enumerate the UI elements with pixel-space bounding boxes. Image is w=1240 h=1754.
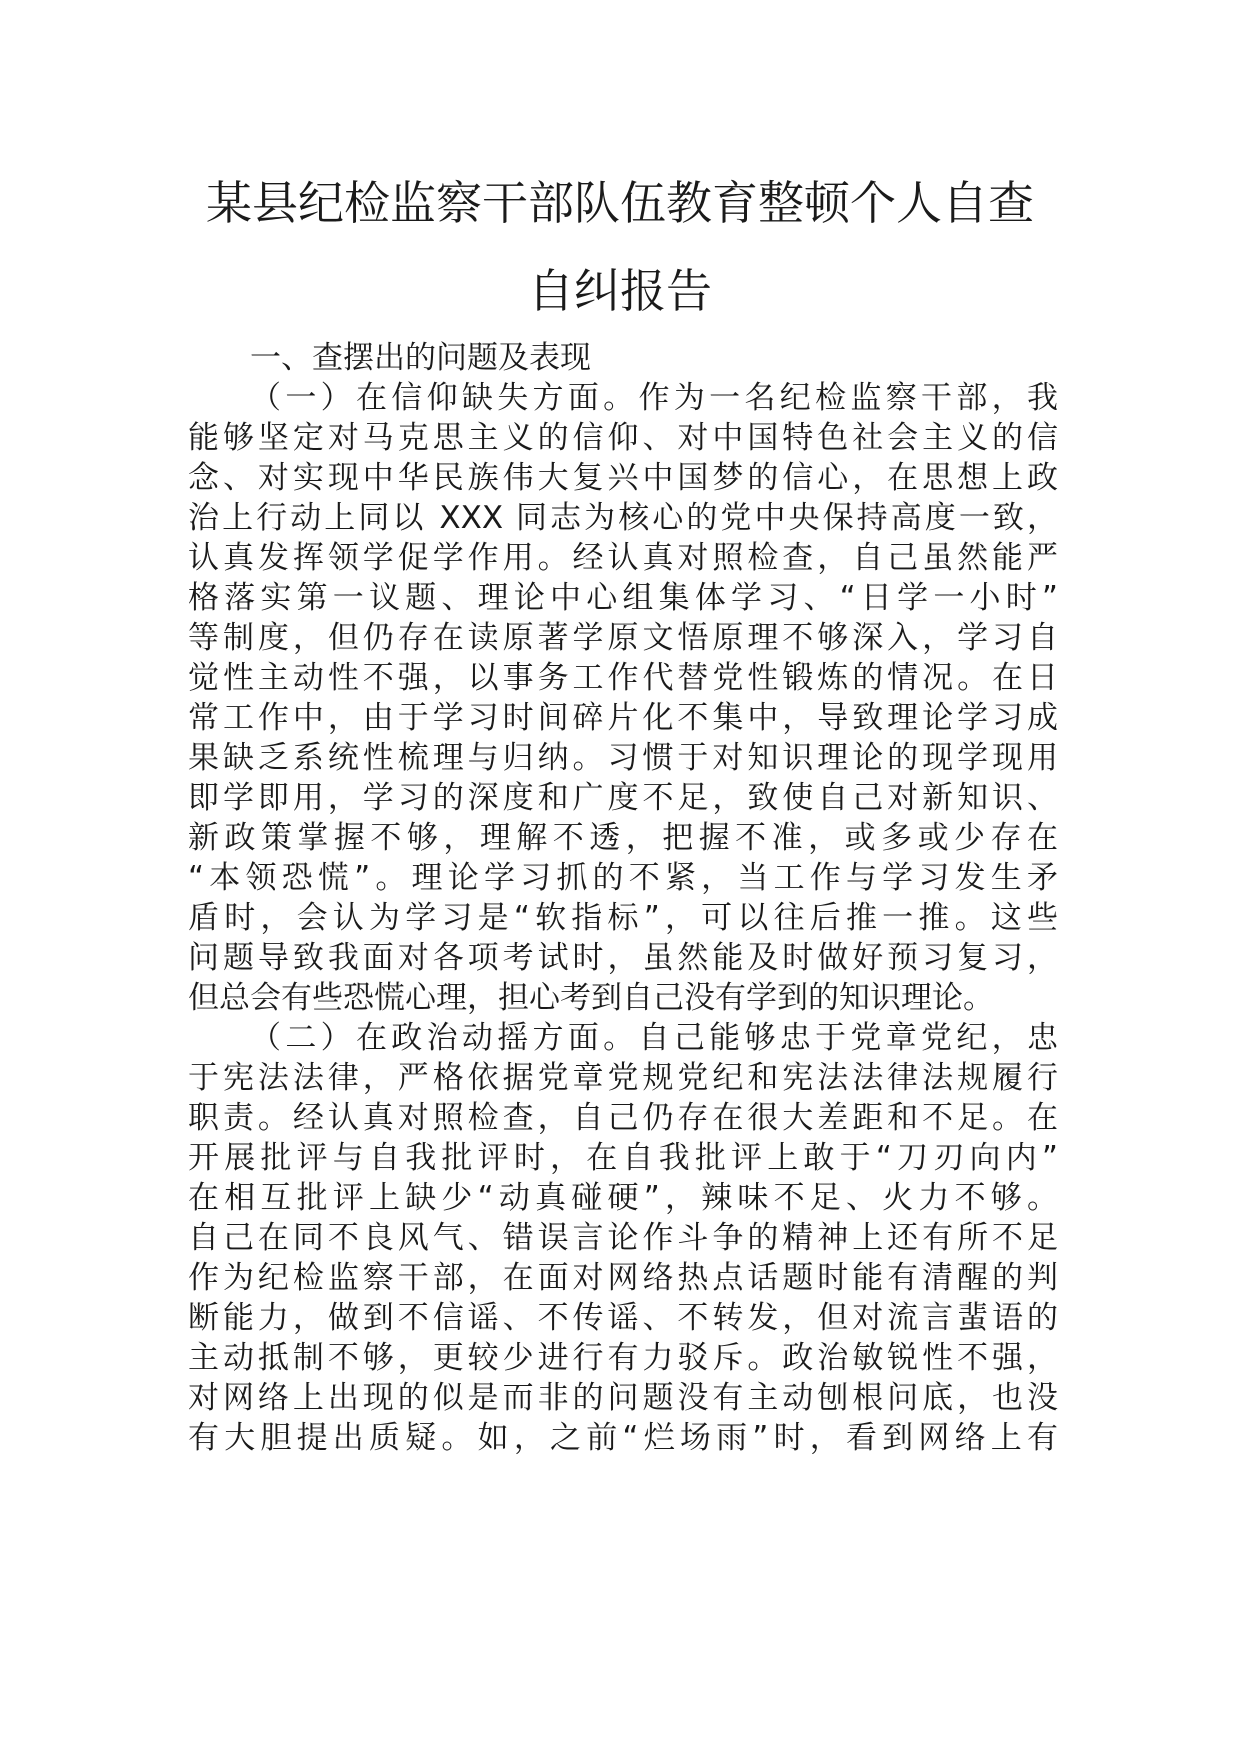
text-line: “本领恐慌”。理论学习抓的不紧，当工作与学习发生矛	[188, 860, 1058, 896]
text-line: 作为纪检监察干部，在面对网络热点话题时能有清醒的判	[188, 1260, 1058, 1296]
text-line: 于宪法法律，严格依据党章党规党纪和宪法法律法规履行	[188, 1060, 1058, 1096]
text-line: 问题导致我面对各项考试时，虽然能及时做好预习复习，	[188, 940, 1058, 976]
text-line: 断能力，做到不信谣、不传谣、不转发，但对流言蜚语的	[188, 1300, 1058, 1336]
text-line: 认真发挥领学促学作用。经认真对照检查，自己虽然能严	[188, 540, 1058, 576]
text-line: 等制度，但仍存在读原著学原文悟原理不够深入，学习自	[188, 620, 1058, 656]
text-line: （二）在政治动摇方面。自己能够忠于党章党纪，忠	[250, 1020, 1058, 1056]
text-line: （一）在信仰缺失方面。作为一名纪检监察干部，我	[250, 380, 1058, 416]
text-line: 觉性主动性不强，以事务工作代替党性锻炼的情况。在日	[188, 660, 1058, 696]
document-title-line-2: 自纠报告	[528, 264, 712, 318]
text-line: 念、对实现中华民族伟大复兴中国梦的信心，在思想上政	[188, 460, 1058, 496]
document-body	[188, 338, 1058, 1458]
text-line: 自己在同不良风气、错误言论作斗争的精神上还有所不足	[188, 1220, 1058, 1256]
text-line: 盾时，会认为学习是“软指标”，可以往后推一推。这些	[188, 900, 1058, 936]
text-line: 果缺乏系统性梳理与归纳。习惯于对知识理论的现学现用	[188, 740, 1058, 776]
text-line: 常工作中，由于学习时间碎片化不集中，导致理论学习成	[188, 700, 1058, 736]
text-line: 格落实第一议题、理论中心组集体学习、“日学一小时”	[188, 580, 1058, 616]
text-line: 新政策掌握不够，理解不透，把握不准，或多或少存在	[188, 820, 1058, 856]
text-line: 在相互批评上缺少“动真碰硬”，辣味不足、火力不够。	[188, 1180, 1058, 1216]
text-line: 但总会有些恐慌心理，担心考到自己没有学到的知识理论。	[188, 980, 994, 1016]
text-line: 主动抵制不够，更较少进行有力驳斥。政治敏锐性不强，	[188, 1340, 1058, 1376]
text-line: 对网络上出现的似是而非的问题没有主动刨根问底，也没	[188, 1380, 1058, 1416]
text-line: 开展批评与自我批评时，在自我批评上敢于“刀刃向内”	[188, 1140, 1058, 1176]
text-line: 一、查摆出的问题及表现	[250, 340, 591, 376]
text-line: 即学即用，学习的深度和广度不足，致使自己对新知识、	[188, 780, 1058, 816]
text-line: 能够坚定对马克思主义的信仰、对中国特色社会主义的信	[188, 420, 1058, 456]
document-title-line-1: 某县纪检监察干部队伍教育整顿个人自查	[206, 176, 1034, 230]
text-line: 有大胆提出质疑。如，之前“烂场雨”时，看到网络上有	[188, 1420, 1058, 1456]
text-line: 职责。经认真对照检查，自己仍存在很大差距和不足。在	[188, 1100, 1058, 1136]
text-line: 治上行动上同以 XXX 同志为核心的党中央保持高度一致，	[188, 500, 1058, 536]
